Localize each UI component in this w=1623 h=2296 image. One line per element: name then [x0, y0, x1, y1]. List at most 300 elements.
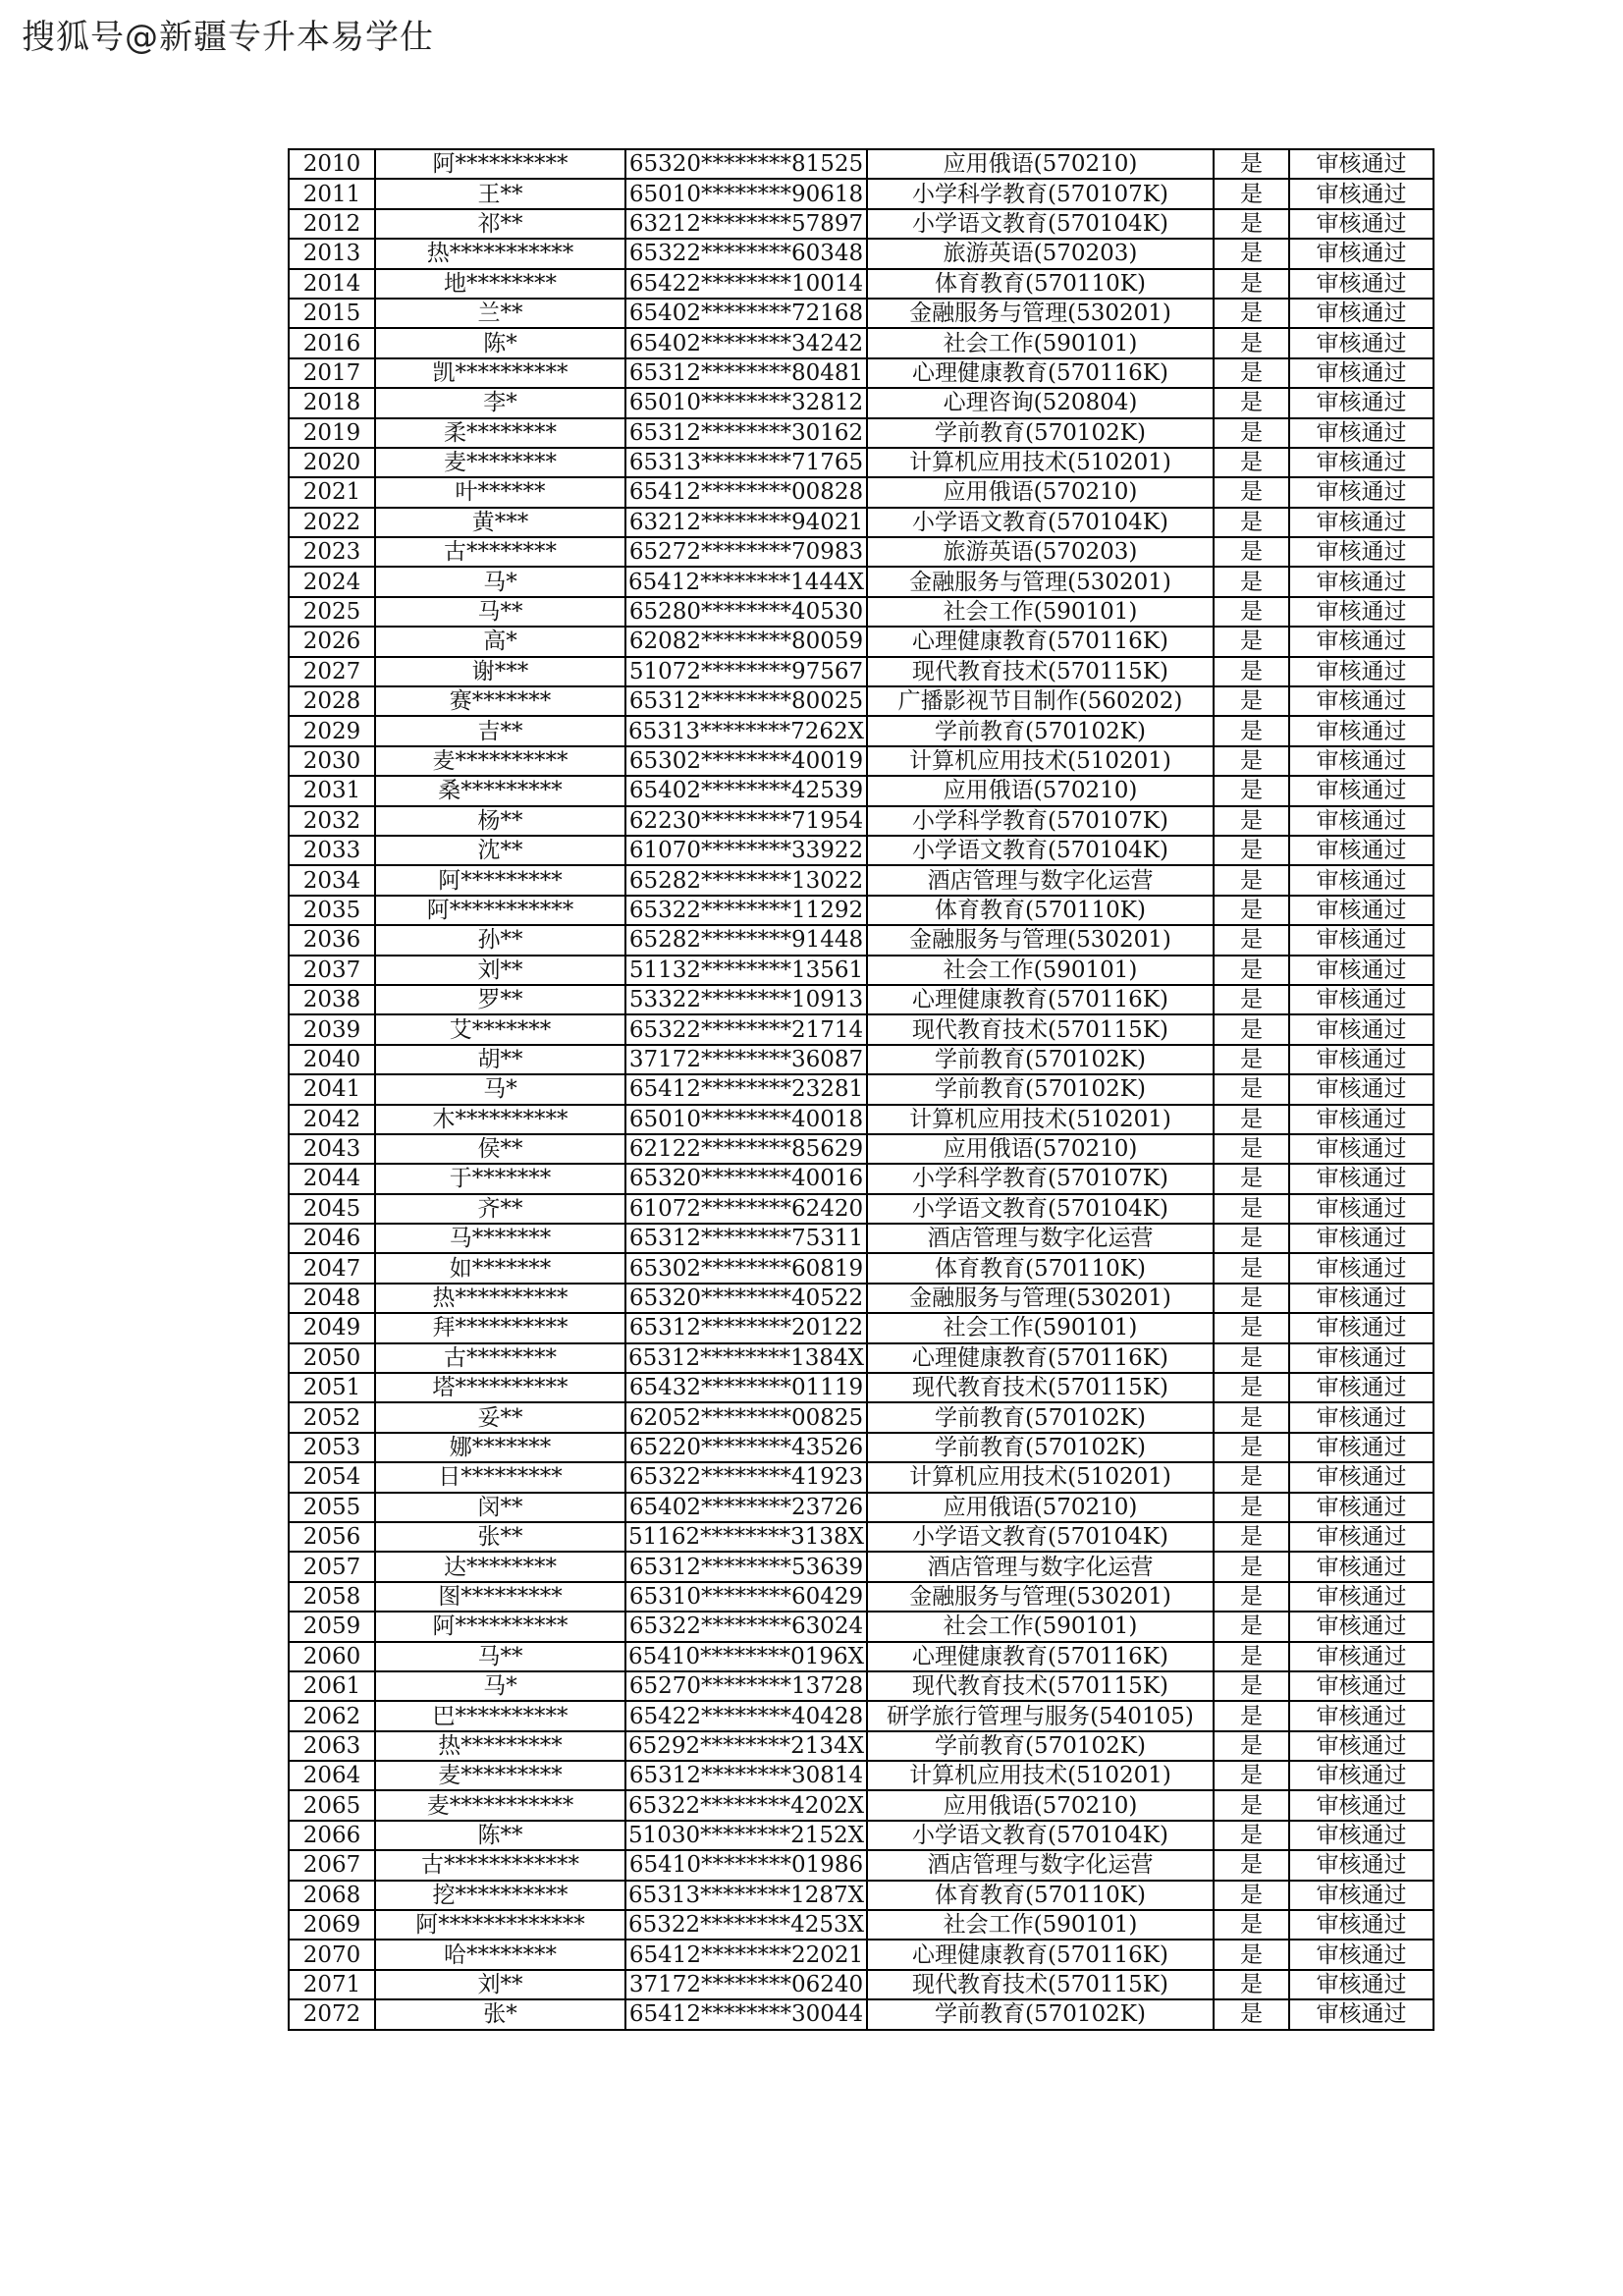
table-row [289, 686, 1434, 716]
review-status-cell: 审核通过 [1289, 1910, 1434, 1940]
id-number-cell: 65410********01986 [625, 1850, 867, 1880]
applicant-table-body [289, 149, 1434, 2030]
eligible-cell: 是 [1214, 657, 1289, 686]
review-status-cell: 审核通过 [1289, 1462, 1434, 1492]
name-cell: 张** [375, 1522, 625, 1552]
major-cell: 学前教育(570102K) [867, 1074, 1214, 1104]
id-number-cell: 65412********23281 [625, 1074, 867, 1104]
review-status-cell: 审核通过 [1289, 1194, 1434, 1224]
review-status-cell: 审核通过 [1289, 1582, 1434, 1612]
name-cell: 张* [375, 1999, 625, 2029]
table-row [289, 1999, 1434, 2029]
serial-number-cell: 2011 [289, 179, 375, 208]
name-cell: 于******* [375, 1164, 625, 1193]
review-status-cell: 审核通过 [1289, 1850, 1434, 1880]
id-number-cell: 65322********41923 [625, 1462, 867, 1492]
eligible-cell: 是 [1214, 1582, 1289, 1612]
name-cell: 哈******** [375, 1940, 625, 1969]
review-status-cell: 审核通过 [1289, 1522, 1434, 1552]
eligible-cell: 是 [1214, 746, 1289, 776]
major-cell: 学前教育(570102K) [867, 1731, 1214, 1761]
id-number-cell: 51030********2152X [625, 1821, 867, 1850]
name-cell: 高* [375, 627, 625, 656]
serial-number-cell: 2060 [289, 1642, 375, 1671]
table-row [289, 985, 1434, 1014]
serial-number-cell: 2033 [289, 836, 375, 865]
serial-number-cell: 2069 [289, 1910, 375, 1940]
table-row [289, 1493, 1434, 1522]
review-status-cell: 审核通过 [1289, 239, 1434, 268]
eligible-cell: 是 [1214, 1940, 1289, 1969]
name-cell: 古******** [375, 537, 625, 567]
id-number-cell: 65322********63024 [625, 1612, 867, 1641]
major-cell: 学前教育(570102K) [867, 1999, 1214, 2029]
review-status-cell: 审核通过 [1289, 686, 1434, 716]
table-row [289, 956, 1434, 985]
review-status-cell: 审核通过 [1289, 716, 1434, 745]
major-cell: 社会工作(590101) [867, 1910, 1214, 1940]
name-cell: 拜********** [375, 1313, 625, 1342]
major-cell: 应用俄语(570210) [867, 1493, 1214, 1522]
id-number-cell: 65313********71765 [625, 448, 867, 477]
review-status-cell: 审核通过 [1289, 806, 1434, 836]
serial-number-cell: 2040 [289, 1045, 375, 1074]
review-status-cell: 审核通过 [1289, 537, 1434, 567]
review-status-cell: 审核通过 [1289, 1999, 1434, 2029]
major-cell: 小学语文教育(570104K) [867, 209, 1214, 239]
review-status-cell: 审核通过 [1289, 836, 1434, 865]
id-number-cell: 65310********60429 [625, 1582, 867, 1612]
major-cell: 社会工作(590101) [867, 328, 1214, 357]
name-cell: 马* [375, 1671, 625, 1701]
major-cell: 应用俄语(570210) [867, 1790, 1214, 1820]
name-cell: 古************ [375, 1850, 625, 1880]
major-cell: 计算机应用技术(510201) [867, 746, 1214, 776]
eligible-cell: 是 [1214, 716, 1289, 745]
serial-number-cell: 2026 [289, 627, 375, 656]
id-number-cell: 65312********53639 [625, 1552, 867, 1581]
review-status-cell: 审核通过 [1289, 1671, 1434, 1701]
major-cell: 学前教育(570102K) [867, 716, 1214, 745]
review-status-cell: 审核通过 [1289, 627, 1434, 656]
table-row [289, 627, 1434, 656]
id-number-cell: 65320********81525 [625, 149, 867, 179]
id-number-cell: 51162********3138X [625, 1522, 867, 1552]
serial-number-cell: 2023 [289, 537, 375, 567]
table-row [289, 149, 1434, 179]
major-cell: 金融服务与管理(530201) [867, 567, 1214, 596]
serial-number-cell: 2042 [289, 1105, 375, 1134]
name-cell: 刘** [375, 956, 625, 985]
id-number-cell: 65402********42539 [625, 776, 867, 805]
eligible-cell: 是 [1214, 1493, 1289, 1522]
serial-number-cell: 2015 [289, 299, 375, 328]
serial-number-cell: 2056 [289, 1522, 375, 1552]
name-cell: 马* [375, 1074, 625, 1104]
id-number-cell: 65322********4253X [625, 1910, 867, 1940]
table-row [289, 1970, 1434, 1999]
major-cell: 现代教育技术(570115K) [867, 1014, 1214, 1044]
serial-number-cell: 2043 [289, 1134, 375, 1164]
table-row [289, 776, 1434, 805]
eligible-cell: 是 [1214, 1074, 1289, 1104]
review-status-cell: 审核通过 [1289, 776, 1434, 805]
name-cell: 桑********* [375, 776, 625, 805]
name-cell: 陈** [375, 1821, 625, 1850]
name-cell: 黄*** [375, 508, 625, 537]
review-status-cell: 审核通过 [1289, 358, 1434, 388]
eligible-cell: 是 [1214, 1910, 1289, 1940]
serial-number-cell: 2044 [289, 1164, 375, 1193]
review-status-cell: 审核通过 [1289, 1552, 1434, 1581]
serial-number-cell: 2032 [289, 806, 375, 836]
serial-number-cell: 2065 [289, 1790, 375, 1820]
serial-number-cell: 2035 [289, 896, 375, 925]
review-status-cell: 审核通过 [1289, 1761, 1434, 1790]
review-status-cell: 审核通过 [1289, 746, 1434, 776]
eligible-cell: 是 [1214, 806, 1289, 836]
major-cell: 社会工作(590101) [867, 1313, 1214, 1342]
serial-number-cell: 2037 [289, 956, 375, 985]
name-cell: 阿********** [375, 1612, 625, 1641]
table-row [289, 1940, 1434, 1969]
major-cell: 计算机应用技术(510201) [867, 1105, 1214, 1134]
major-cell: 体育教育(570110K) [867, 1253, 1214, 1283]
eligible-cell: 是 [1214, 1402, 1289, 1432]
table-row [289, 1253, 1434, 1283]
serial-number-cell: 2048 [289, 1284, 375, 1313]
id-number-cell: 65312********30162 [625, 418, 867, 448]
table-row [289, 1284, 1434, 1313]
table-row [289, 896, 1434, 925]
id-number-cell: 65302********60819 [625, 1253, 867, 1283]
id-number-cell: 65432********01119 [625, 1373, 867, 1402]
major-cell: 酒店管理与数字化运营 [867, 1552, 1214, 1581]
id-number-cell: 65312********80025 [625, 686, 867, 716]
major-cell: 小学语文教育(570104K) [867, 1194, 1214, 1224]
major-cell: 社会工作(590101) [867, 597, 1214, 627]
serial-number-cell: 2066 [289, 1821, 375, 1850]
review-status-cell: 审核通过 [1289, 179, 1434, 208]
name-cell: 罗** [375, 985, 625, 1014]
name-cell: 麦********* [375, 1761, 625, 1790]
eligible-cell: 是 [1214, 1999, 1289, 2029]
name-cell: 叶****** [375, 477, 625, 507]
serial-number-cell: 2016 [289, 328, 375, 357]
eligible-cell: 是 [1214, 1881, 1289, 1910]
eligible-cell: 是 [1214, 1462, 1289, 1492]
review-status-cell: 审核通过 [1289, 1313, 1434, 1342]
name-cell: 马* [375, 567, 625, 596]
table-row [289, 1881, 1434, 1910]
name-cell: 热********** [375, 1284, 625, 1313]
id-number-cell: 65010********40018 [625, 1105, 867, 1134]
major-cell: 现代教育技术(570115K) [867, 1970, 1214, 1999]
serial-number-cell: 2019 [289, 418, 375, 448]
name-cell: 塔********** [375, 1373, 625, 1402]
review-status-cell: 审核通过 [1289, 209, 1434, 239]
serial-number-cell: 2014 [289, 269, 375, 299]
serial-number-cell: 2028 [289, 686, 375, 716]
eligible-cell: 是 [1214, 388, 1289, 417]
table-row [289, 1731, 1434, 1761]
review-status-cell: 审核通过 [1289, 1731, 1434, 1761]
review-status-cell: 审核通过 [1289, 1164, 1434, 1193]
eligible-cell: 是 [1214, 1284, 1289, 1313]
eligible-cell: 是 [1214, 836, 1289, 865]
table-row [289, 179, 1434, 208]
review-status-cell: 审核通过 [1289, 1881, 1434, 1910]
review-status-cell: 审核通过 [1289, 448, 1434, 477]
id-number-cell: 37172********06240 [625, 1970, 867, 1999]
review-status-cell: 审核通过 [1289, 896, 1434, 925]
table-row [289, 1821, 1434, 1850]
name-cell: 陈* [375, 328, 625, 357]
major-cell: 学前教育(570102K) [867, 1045, 1214, 1074]
eligible-cell: 是 [1214, 1671, 1289, 1701]
name-cell: 日********* [375, 1462, 625, 1492]
review-status-cell: 审核通过 [1289, 418, 1434, 448]
eligible-cell: 是 [1214, 1045, 1289, 1074]
major-cell: 现代教育技术(570115K) [867, 1373, 1214, 1402]
major-cell: 心理健康教育(570116K) [867, 1343, 1214, 1373]
name-cell: 杨** [375, 806, 625, 836]
eligible-cell: 是 [1214, 508, 1289, 537]
eligible-cell: 是 [1214, 1522, 1289, 1552]
name-cell: 王** [375, 179, 625, 208]
id-number-cell: 61070********33922 [625, 836, 867, 865]
table-row [289, 508, 1434, 537]
id-number-cell: 65312********30814 [625, 1761, 867, 1790]
serial-number-cell: 2046 [289, 1224, 375, 1253]
name-cell: 马** [375, 1642, 625, 1671]
id-number-cell: 65312********20122 [625, 1313, 867, 1342]
id-number-cell: 65312********80481 [625, 358, 867, 388]
table-row [289, 1671, 1434, 1701]
serial-number-cell: 2070 [289, 1940, 375, 1969]
major-cell: 心理健康教育(570116K) [867, 985, 1214, 1014]
review-status-cell: 审核通过 [1289, 1224, 1434, 1253]
eligible-cell: 是 [1214, 1313, 1289, 1342]
name-cell: 图********* [375, 1582, 625, 1612]
applicant-table [288, 148, 1434, 2031]
table-row [289, 567, 1434, 596]
id-number-cell: 65412********1444X [625, 567, 867, 596]
review-status-cell: 审核通过 [1289, 865, 1434, 895]
serial-number-cell: 2054 [289, 1462, 375, 1492]
serial-number-cell: 2025 [289, 597, 375, 627]
eligible-cell: 是 [1214, 1253, 1289, 1283]
major-cell: 学前教育(570102K) [867, 418, 1214, 448]
major-cell: 酒店管理与数字化运营 [867, 865, 1214, 895]
id-number-cell: 63212********57897 [625, 209, 867, 239]
name-cell: 侯** [375, 1134, 625, 1164]
table-row [289, 746, 1434, 776]
eligible-cell: 是 [1214, 1164, 1289, 1193]
serial-number-cell: 2017 [289, 358, 375, 388]
id-number-cell: 62122********85629 [625, 1134, 867, 1164]
review-status-cell: 审核通过 [1289, 1105, 1434, 1134]
major-cell: 小学语文教育(570104K) [867, 508, 1214, 537]
id-number-cell: 65412********22021 [625, 1940, 867, 1969]
serial-number-cell: 2058 [289, 1582, 375, 1612]
name-cell: 麦*********** [375, 1790, 625, 1820]
eligible-cell: 是 [1214, 269, 1289, 299]
review-status-cell: 审核通过 [1289, 1642, 1434, 1671]
id-number-cell: 65422********40428 [625, 1701, 867, 1730]
table-row [289, 1105, 1434, 1134]
serial-number-cell: 2012 [289, 209, 375, 239]
name-cell: 艾******* [375, 1014, 625, 1044]
serial-number-cell: 2039 [289, 1014, 375, 1044]
major-cell: 小学语文教育(570104K) [867, 1821, 1214, 1850]
table-row [289, 1224, 1434, 1253]
serial-number-cell: 2022 [289, 508, 375, 537]
eligible-cell: 是 [1214, 567, 1289, 596]
name-cell: 麦******** [375, 448, 625, 477]
table-row [289, 1612, 1434, 1641]
table-row [289, 448, 1434, 477]
review-status-cell: 审核通过 [1289, 1701, 1434, 1730]
review-status-cell: 审核通过 [1289, 1253, 1434, 1283]
table-row [289, 1850, 1434, 1880]
major-cell: 金融服务与管理(530201) [867, 299, 1214, 328]
review-status-cell: 审核通过 [1289, 1433, 1434, 1462]
major-cell: 心理健康教育(570116K) [867, 1642, 1214, 1671]
review-status-cell: 审核通过 [1289, 269, 1434, 299]
id-number-cell: 65320********40522 [625, 1284, 867, 1313]
name-cell: 热********* [375, 1731, 625, 1761]
review-status-cell: 审核通过 [1289, 985, 1434, 1014]
name-cell: 妥** [375, 1402, 625, 1432]
id-number-cell: 65313********1287X [625, 1881, 867, 1910]
id-number-cell: 65402********34242 [625, 328, 867, 357]
table-row [289, 597, 1434, 627]
name-cell: 麦********** [375, 746, 625, 776]
table-row [289, 418, 1434, 448]
name-cell: 达******** [375, 1552, 625, 1581]
name-cell: 沈** [375, 836, 625, 865]
review-status-cell: 审核通过 [1289, 1821, 1434, 1850]
serial-number-cell: 2049 [289, 1313, 375, 1342]
review-status-cell: 审核通过 [1289, 328, 1434, 357]
review-status-cell: 审核通过 [1289, 1790, 1434, 1820]
major-cell: 旅游英语(570203) [867, 537, 1214, 567]
review-status-cell: 审核通过 [1289, 1402, 1434, 1432]
eligible-cell: 是 [1214, 925, 1289, 955]
table-row [289, 1790, 1434, 1820]
table-row [289, 1642, 1434, 1671]
name-cell: 谢*** [375, 657, 625, 686]
table-row [289, 865, 1434, 895]
id-number-cell: 61072********62420 [625, 1194, 867, 1224]
id-number-cell: 65322********11292 [625, 896, 867, 925]
eligible-cell: 是 [1214, 776, 1289, 805]
major-cell: 计算机应用技术(510201) [867, 1462, 1214, 1492]
eligible-cell: 是 [1214, 1373, 1289, 1402]
table-row [289, 836, 1434, 865]
table-row [289, 1462, 1434, 1492]
major-cell: 现代教育技术(570115K) [867, 1671, 1214, 1701]
review-status-cell: 审核通过 [1289, 567, 1434, 596]
name-cell: 娜******* [375, 1433, 625, 1462]
major-cell: 学前教育(570102K) [867, 1402, 1214, 1432]
name-cell: 巴********** [375, 1701, 625, 1730]
serial-number-cell: 2062 [289, 1701, 375, 1730]
source-watermark: 搜狐号@新疆专升本易学仕 [22, 18, 434, 57]
table-row [289, 1194, 1434, 1224]
serial-number-cell: 2038 [289, 985, 375, 1014]
eligible-cell: 是 [1214, 328, 1289, 357]
major-cell: 体育教育(570110K) [867, 1881, 1214, 1910]
review-status-cell: 审核通过 [1289, 1970, 1434, 1999]
table-row [289, 1402, 1434, 1432]
id-number-cell: 65302********40019 [625, 746, 867, 776]
table-row [289, 1313, 1434, 1342]
eligible-cell: 是 [1214, 448, 1289, 477]
serial-number-cell: 2064 [289, 1761, 375, 1790]
eligible-cell: 是 [1214, 1224, 1289, 1253]
table-row [289, 1910, 1434, 1940]
major-cell: 广播影视节目制作(560202) [867, 686, 1214, 716]
major-cell: 计算机应用技术(510201) [867, 448, 1214, 477]
serial-number-cell: 2030 [289, 746, 375, 776]
review-status-cell: 审核通过 [1289, 1940, 1434, 1969]
name-cell: 阿********** [375, 149, 625, 179]
name-cell: 热*********** [375, 239, 625, 268]
table-row [289, 716, 1434, 745]
eligible-cell: 是 [1214, 299, 1289, 328]
major-cell: 现代教育技术(570115K) [867, 657, 1214, 686]
table-row [289, 925, 1434, 955]
serial-number-cell: 2055 [289, 1493, 375, 1522]
eligible-cell: 是 [1214, 149, 1289, 179]
eligible-cell: 是 [1214, 1790, 1289, 1820]
review-status-cell: 审核通过 [1289, 925, 1434, 955]
serial-number-cell: 2041 [289, 1074, 375, 1104]
serial-number-cell: 2020 [289, 448, 375, 477]
table-row [289, 358, 1434, 388]
id-number-cell: 62082********80059 [625, 627, 867, 656]
review-status-cell: 审核通过 [1289, 1014, 1434, 1044]
serial-number-cell: 2013 [289, 239, 375, 268]
id-number-cell: 65412********00828 [625, 477, 867, 507]
table-row [289, 1014, 1434, 1044]
review-status-cell: 审核通过 [1289, 657, 1434, 686]
table-row [289, 1343, 1434, 1373]
review-status-cell: 审核通过 [1289, 1612, 1434, 1641]
id-number-cell: 65312********1384X [625, 1343, 867, 1373]
major-cell: 心理健康教育(570116K) [867, 627, 1214, 656]
review-status-cell: 审核通过 [1289, 508, 1434, 537]
serial-number-cell: 2063 [289, 1731, 375, 1761]
major-cell: 社会工作(590101) [867, 956, 1214, 985]
id-number-cell: 65322********4202X [625, 1790, 867, 1820]
name-cell: 地******** [375, 269, 625, 299]
name-cell: 李* [375, 388, 625, 417]
name-cell: 孙** [375, 925, 625, 955]
table-row [289, 1522, 1434, 1552]
major-cell: 金融服务与管理(530201) [867, 925, 1214, 955]
id-number-cell: 65220********43526 [625, 1433, 867, 1462]
serial-number-cell: 2010 [289, 149, 375, 179]
eligible-cell: 是 [1214, 1731, 1289, 1761]
eligible-cell: 是 [1214, 1014, 1289, 1044]
name-cell: 刘** [375, 1970, 625, 1999]
serial-number-cell: 2021 [289, 477, 375, 507]
table-row [289, 1045, 1434, 1074]
table-row [289, 299, 1434, 328]
